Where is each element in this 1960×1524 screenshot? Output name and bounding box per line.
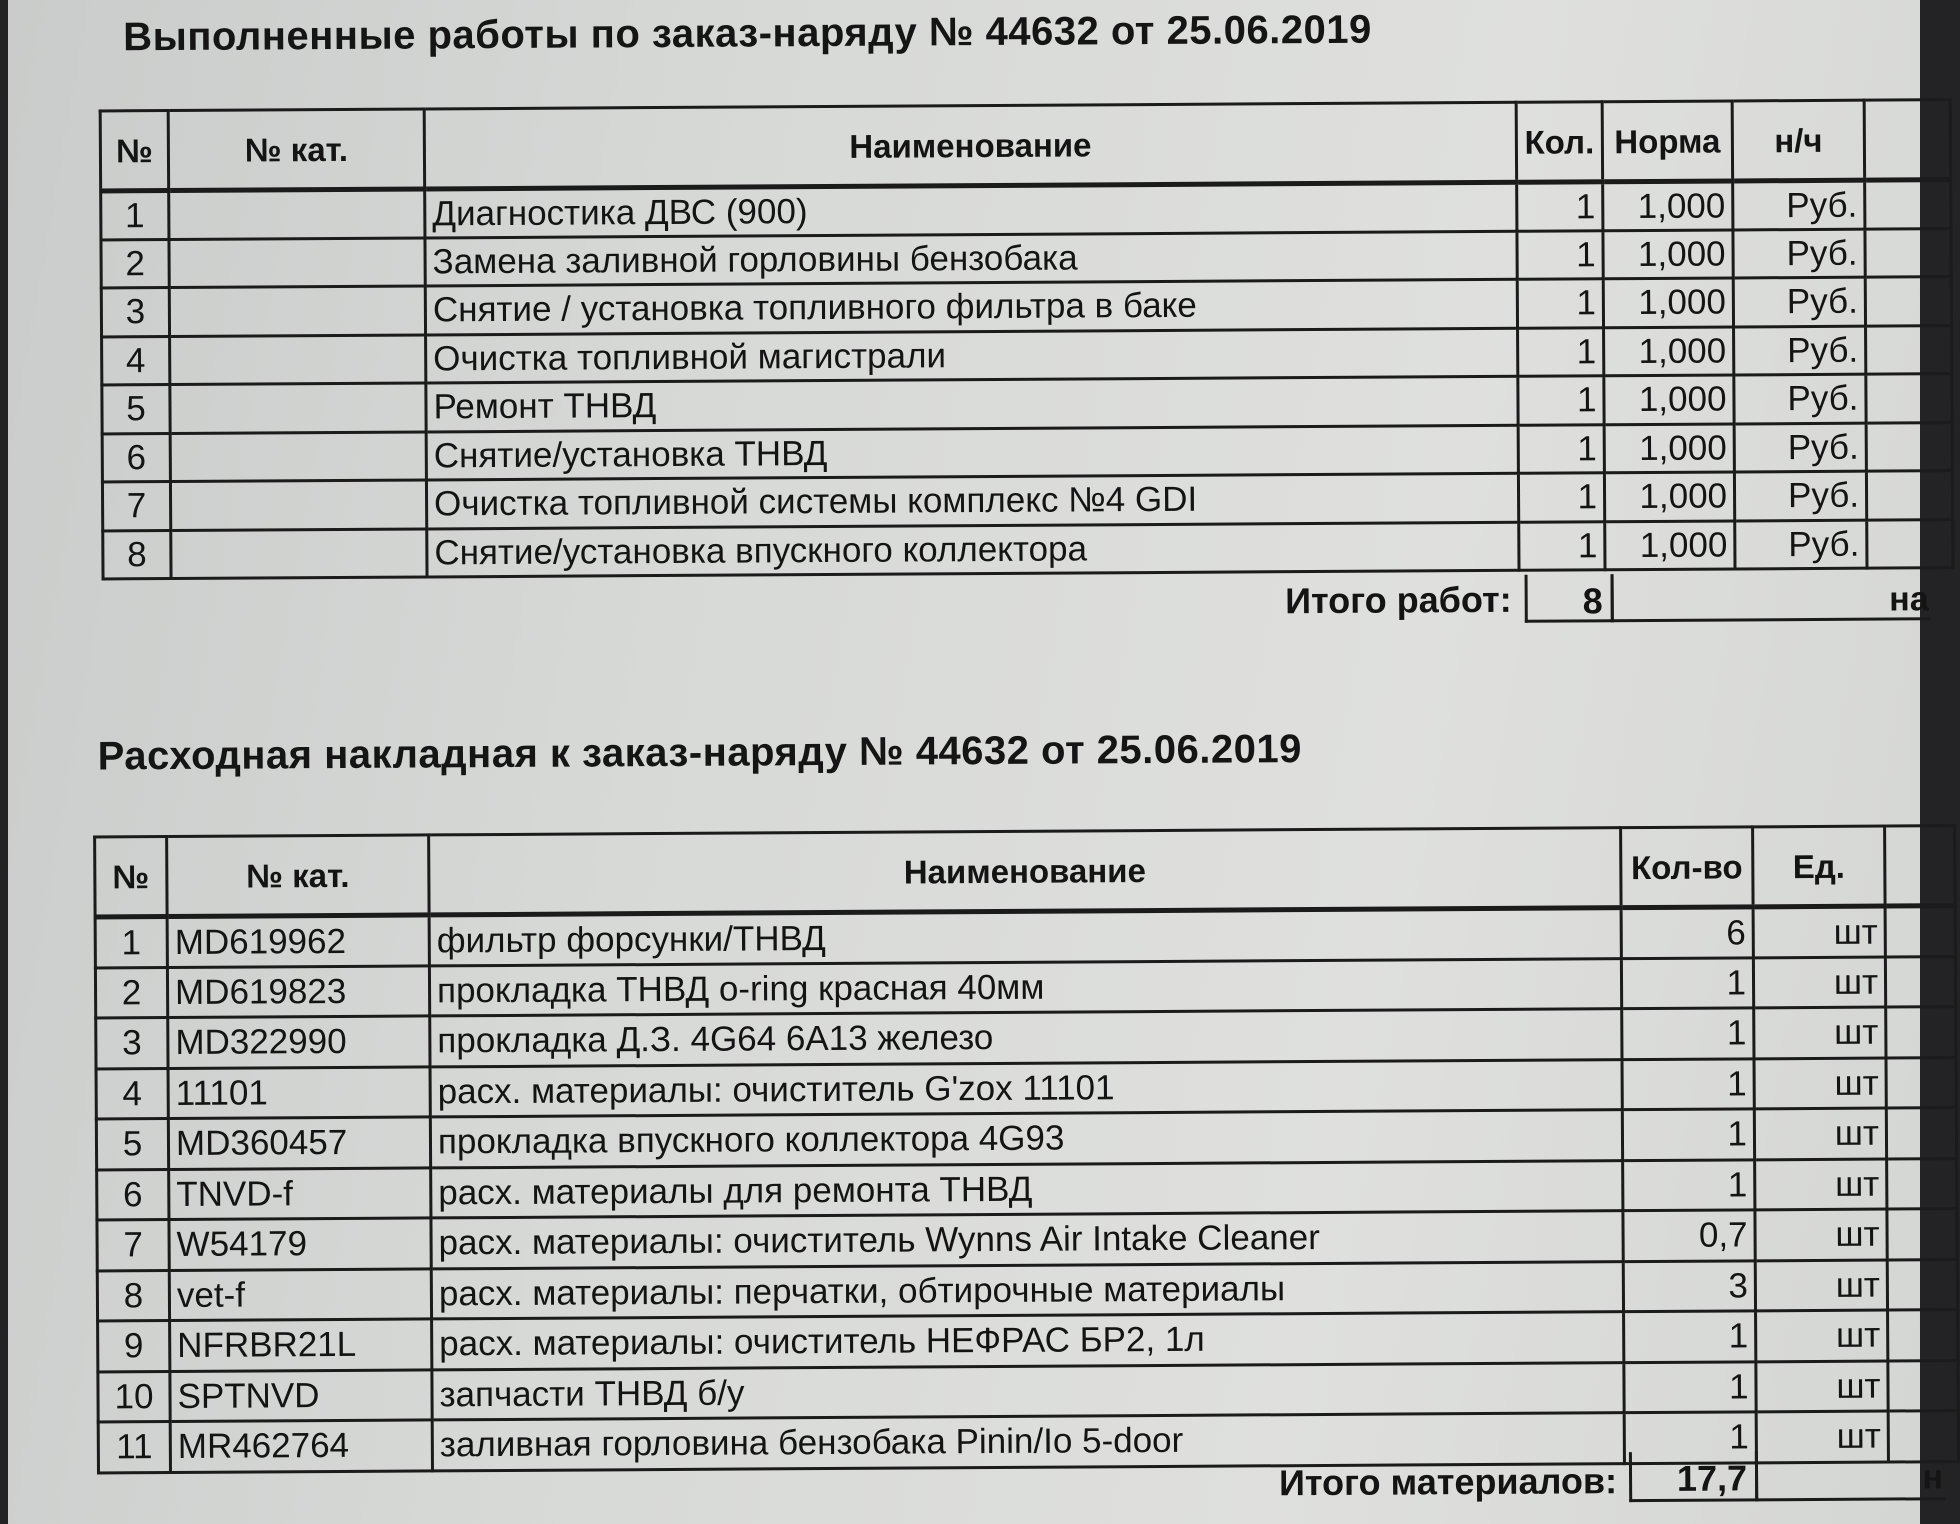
materials-row-unit: шт: [1755, 1209, 1887, 1260]
materials-row-num: 8: [97, 1270, 169, 1321]
works-row-nh: Руб.: [1733, 229, 1865, 278]
materials-row-cat: vet-f: [169, 1268, 431, 1320]
materials-row-qty: 6: [1621, 907, 1753, 958]
works-row-cat: [170, 383, 426, 433]
materials-row-name: расх. материалы: очиститель G'zox 11101: [430, 1059, 1622, 1117]
materials-row-name: заливная горловина бензобака Pinin/Io 5-door: [432, 1413, 1624, 1471]
materials-header-row: [95, 826, 1955, 917]
materials-row-unit: шт: [1756, 1361, 1888, 1412]
materials-header-name: Наименование: [429, 828, 1621, 915]
works-row-name: Очистка топливной магистрали: [426, 328, 1518, 383]
materials-row-unit: шт: [1756, 1310, 1888, 1361]
works-row-qty: 1: [1517, 279, 1603, 328]
materials-row-name: фильтр форсунки/ТНВД: [429, 908, 1621, 966]
works-row-extra: [1865, 228, 1951, 277]
works-row-qty: 1: [1518, 424, 1604, 473]
works-row-qty: 1: [1518, 376, 1604, 425]
works-row-nh: Руб.: [1734, 374, 1866, 423]
materials-row-qty: 1: [1623, 1159, 1755, 1210]
works-row-num: 6: [102, 433, 170, 482]
materials-row-extra: [1886, 1007, 1956, 1058]
materials-row-unit: шт: [1754, 1007, 1886, 1058]
materials-row-qty: 3: [1623, 1260, 1755, 1311]
materials-row-cat: MD360457: [168, 1117, 430, 1169]
materials-row-num: 9: [98, 1321, 170, 1372]
works-row-norm: 1,000: [1603, 181, 1733, 230]
materials-row-qty: 1: [1624, 1311, 1756, 1362]
materials-row-num: 2: [95, 967, 167, 1018]
materials-row-qty: 1: [1622, 1058, 1754, 1109]
materials-row-extra: [1886, 1108, 1956, 1159]
works-row-extra: [1866, 374, 1952, 423]
works-row-cat: [171, 528, 427, 578]
works-row-cat: [170, 431, 426, 481]
works-row-qty: 1: [1517, 182, 1603, 231]
document-content: [8, 0, 1944, 1524]
materials-row-qty: 1: [1622, 1008, 1754, 1059]
materials-header-qty: Кол-во: [1621, 827, 1753, 908]
materials-total-tail: н: [1755, 1450, 1945, 1501]
materials-row-extra: [1885, 906, 1955, 957]
works-row-num: 5: [102, 385, 170, 434]
works-row-name: Снятие/установка впускного коллектора: [427, 522, 1519, 577]
works-header-nh: н/ч: [1732, 100, 1864, 181]
materials-row-num: 1: [95, 917, 167, 968]
works-row-name: Очистка топливной системы комплекс №4 GDI: [426, 473, 1518, 528]
materials-row-cat: MR462764: [170, 1420, 432, 1472]
materials-row-name: расх. материалы: очиститель Wynns Air Intake Cleaner: [431, 1211, 1623, 1269]
materials-row-extra: [1888, 1310, 1958, 1361]
works-header-cat: № кат.: [168, 109, 424, 191]
materials-row-qty: 1: [1624, 1412, 1756, 1463]
works-row-extra: [1867, 519, 1953, 568]
materials-row-cat: MD619823: [167, 965, 429, 1017]
works-row-extra: [1866, 325, 1952, 374]
materials-table: [93, 824, 1960, 1474]
materials-header-num: №: [95, 837, 167, 917]
materials-row-name: расх. материалы: очиститель НЕФРАС БР2, 1л: [432, 1312, 1624, 1370]
materials-header-cat: № кат.: [167, 835, 429, 917]
works-row-cat: [170, 334, 426, 384]
materials-row-extra: [1885, 956, 1955, 1007]
materials-header-unit: Ед.: [1753, 826, 1885, 907]
works-table-row: [103, 519, 1953, 579]
works-row-qty: 1: [1517, 230, 1603, 279]
works-row-num: 4: [102, 336, 170, 385]
materials-row-num: 5: [96, 1119, 168, 1170]
works-row-nh: Руб.: [1735, 520, 1867, 569]
materials-row-qty: 1: [1621, 957, 1753, 1008]
materials-row-extra: [1888, 1360, 1958, 1411]
materials-row-extra: [1886, 1057, 1956, 1108]
materials-row-qty: 0,7: [1623, 1210, 1755, 1261]
works-row-cat: [170, 480, 426, 530]
materials-row-qty: 1: [1622, 1109, 1754, 1160]
works-row-norm: 1,000: [1605, 520, 1735, 569]
works-header-norm: Норма: [1602, 101, 1732, 182]
materials-row-cat: SPTNVD: [170, 1369, 432, 1421]
materials-row-unit: шт: [1755, 1260, 1887, 1311]
works-row-name: Ремонт ТНВД: [426, 376, 1518, 431]
works-row-name: Диагностика ДВС (900): [425, 182, 1517, 237]
paper-sheet: [8, 0, 1944, 1524]
works-row-num: 7: [102, 482, 170, 531]
materials-row-cat: TNVD-f: [169, 1167, 431, 1219]
works-header-num: №: [100, 111, 168, 191]
works-header-qty: Кол.: [1516, 102, 1602, 183]
works-row-cat: [169, 286, 425, 336]
works-row-extra: [1866, 422, 1952, 471]
works-row-norm: 1,000: [1603, 229, 1733, 278]
materials-row-name: прокладка впускного коллектора 4G93: [430, 1110, 1622, 1168]
materials-row-name: прокладка ТНВД o-ring красная 40мм: [429, 958, 1621, 1016]
works-row-norm: 1,000: [1604, 326, 1734, 375]
materials-row-unit: шт: [1753, 906, 1885, 957]
materials-total-label: Итого материалов:: [1278, 1460, 1618, 1504]
works-total-label: Итого работ:: [1285, 578, 1512, 622]
works-row-qty: 1: [1518, 327, 1604, 376]
materials-total-value: 17,7: [1629, 1451, 1758, 1502]
works-row-nh: Руб.: [1733, 180, 1865, 229]
works-row-cat: [169, 189, 425, 239]
works-row-norm: 1,000: [1604, 423, 1734, 472]
works-row-nh: Руб.: [1734, 471, 1866, 520]
works-total-tail: на: [1611, 572, 1931, 622]
works-table: [99, 98, 1955, 580]
works-section-title: Выполненные работы по заказ-наряду № 44632 от 25.06.2019: [123, 7, 1372, 60]
works-row-cat: [169, 237, 425, 287]
works-row-name: Снятие/установка ТНВД: [426, 425, 1518, 480]
works-row-norm: 1,000: [1603, 278, 1733, 327]
materials-row-cat: MD619962: [167, 915, 429, 967]
works-total-value: 8: [1525, 574, 1614, 623]
materials-row-cat: W54179: [169, 1218, 431, 1270]
materials-row-num: 11: [98, 1422, 170, 1473]
works-header-row: [100, 100, 1950, 191]
works-row-norm: 1,000: [1604, 375, 1734, 424]
materials-row-name: запчасти ТНВД б/у: [432, 1362, 1624, 1420]
materials-row-cat: MD322990: [168, 1016, 430, 1068]
materials-row-qty: 1: [1624, 1361, 1756, 1412]
works-row-name: Замена заливной горловины бензобака: [425, 231, 1517, 286]
works-row-nh: Руб.: [1733, 277, 1865, 326]
materials-header-extra: [1885, 826, 1955, 906]
materials-row-unit: шт: [1755, 1159, 1887, 1210]
materials-row-name: прокладка Д.З. 4G64 6A13 железо: [430, 1009, 1622, 1067]
works-row-num: 3: [101, 288, 169, 337]
materials-row-unit: шт: [1754, 1108, 1886, 1159]
works-row-name: Снятие / установка топливного фильтра в баке: [425, 279, 1517, 334]
works-header-extra: [1864, 100, 1950, 181]
materials-row-num: 3: [96, 1018, 168, 1069]
materials-row-unit: шт: [1754, 1058, 1886, 1109]
materials-row-num: 6: [97, 1169, 169, 1220]
works-row-qty: 1: [1518, 473, 1604, 522]
works-row-extra: [1865, 180, 1951, 229]
materials-row-num: 4: [96, 1068, 168, 1119]
works-row-extra: [1865, 277, 1951, 326]
materials-section-title: Расходная накладная к заказ-наряду № 44632 от 25.06.2019: [97, 727, 1303, 779]
works-row-num: 8: [103, 530, 171, 579]
works-row-num: 2: [101, 239, 169, 288]
materials-row-unit: шт: [1756, 1411, 1888, 1462]
materials-row-cat: 11101: [168, 1066, 430, 1118]
materials-row-extra: [1887, 1158, 1957, 1209]
materials-row-cat: NFRBR21L: [170, 1319, 432, 1371]
works-row-num: 1: [101, 191, 169, 240]
materials-row-num: 10: [98, 1371, 170, 1422]
works-row-extra: [1866, 471, 1952, 520]
materials-row-name: расх. материалы: перчатки, обтирочные материалы: [431, 1261, 1623, 1319]
works-header-name: Наименование: [424, 102, 1516, 189]
works-row-norm: 1,000: [1604, 472, 1734, 521]
materials-row-unit: шт: [1753, 957, 1885, 1008]
materials-row-extra: [1887, 1209, 1957, 1260]
works-row-nh: Руб.: [1734, 423, 1866, 472]
works-row-nh: Руб.: [1734, 326, 1866, 375]
materials-row-num: 7: [97, 1220, 169, 1271]
materials-row-extra: [1887, 1259, 1957, 1310]
materials-row-name: расх. материалы для ремонта ТНВД: [431, 1160, 1623, 1218]
works-row-qty: 1: [1519, 521, 1605, 570]
